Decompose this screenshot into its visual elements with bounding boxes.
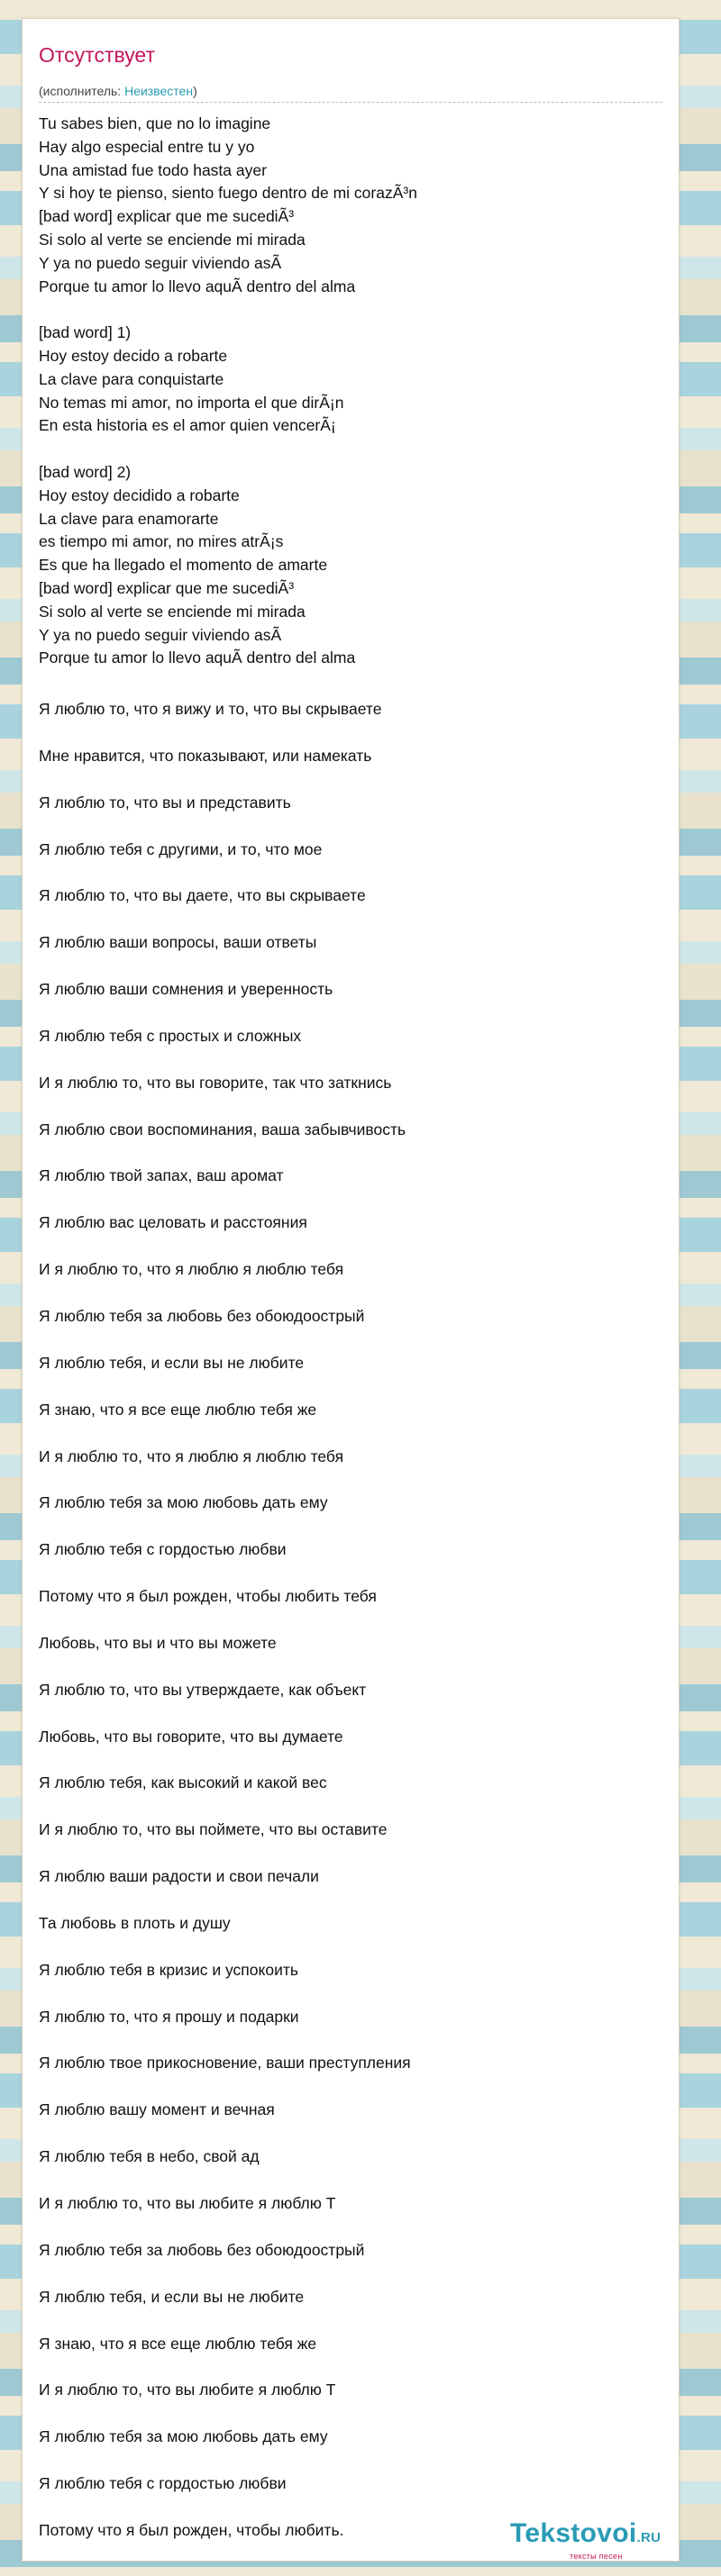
lyric-line: Потому что я был рожден, чтобы любить.: [39, 2520, 344, 2539]
site-logo[interactable]: [510, 2520, 690, 2562]
lyric-line: И я люблю то, что я люблю я люблю тебя: [39, 1260, 344, 1279]
lyric-line: Я люблю тебя, и если вы не любите: [39, 2287, 305, 2306]
lyric-line: Я люблю вас целовать и расстояния: [39, 1213, 307, 1232]
logo-main-text: Tekstovoi: [510, 2518, 637, 2548]
lyrics-card: [22, 18, 680, 2562]
lyric-line: Я люблю тебя с другими, и то, что мое: [39, 839, 323, 858]
lyric-line: Я люблю тебя за мою любовь дать ему: [39, 1493, 328, 1512]
lyric-line: И я люблю то, что вы говорите, так что заткнись: [39, 1073, 392, 1092]
lyrics-russian: [39, 700, 670, 2568]
lyric-line: Я люблю тебя с гордостью любви: [39, 1540, 287, 1559]
lyric-line: Я люблю тебя, и если вы не любите: [39, 1353, 305, 1372]
lyric-line: Я люблю тебя за любовь без обоюдоострый: [39, 2240, 365, 2259]
lyric-line: Я люблю то, что вы даете, что вы скрываете: [39, 886, 366, 905]
lyric-line: Потому что я был рожден, чтобы любить тебя: [39, 1587, 377, 1606]
logo-suffix: .RU: [636, 2530, 662, 2545]
lyric-line: Я люблю свои воспоминания, ваша забывчивость: [39, 1120, 406, 1138]
lyric-line: Любовь, что вы и что вы можете: [39, 1633, 277, 1652]
artist-link[interactable]: Неизвестен: [124, 84, 194, 98]
lyric-line: Я люблю тебя, как высокий и какой вес: [39, 1773, 327, 1792]
artist-suffix: ): [193, 84, 197, 98]
lyric-line: Я люблю то, что вы утверждаете, как объект: [39, 1680, 367, 1699]
lyric-line: И я люблю то, что вы любите я люблю Т: [39, 2194, 336, 2212]
logo-wordmark: [510, 2520, 690, 2552]
lyric-line: И я люблю то, что вы любите я люблю Т: [39, 2381, 336, 2399]
lyric-line: И я люблю то, что вы поймете, что вы оставите: [39, 1820, 388, 1839]
lyric-line: Я знаю, что я все еще люблю тебя же: [39, 1400, 317, 1419]
song-title: Отсутствует: [39, 43, 155, 67]
lyric-line: И я люблю то, что я люблю я люблю тебя: [39, 1447, 344, 1465]
lyric-line: Я люблю тебя за мою любовь дать ему: [39, 2427, 328, 2446]
lyric-line: Я люблю тебя за любовь без обоюдоострый: [39, 1306, 365, 1325]
lyric-line: Мне нравится, что показывают, или намекать: [39, 746, 372, 765]
lyric-line: Я люблю твой запах, ваш аромат: [39, 1166, 284, 1185]
lyric-line: Я люблю то, что вы и представить: [39, 793, 291, 812]
lyric-line: Я люблю тебя в кризис и успокоить: [39, 1960, 298, 1979]
artist-line: [39, 84, 197, 98]
title-divider: [39, 102, 662, 103]
lyric-line: Я люблю то, что я вижу и то, что вы скрываете: [39, 700, 382, 718]
lyrics-spanish: Tu sabes bien, que no lo imagine Hay algo especial entre tu y yo Una amistad fue todo hasta ayer Y si hoy te pienso, siento fuego dentro de mi corazÃ³n [bad word] explicar que me sucediÃ³ Si solo al verte se enciende mi mirada Y ya no puedo seguir viviendo asÃ Porque tu amor lo llevo aquÃ dentro del alma [bad word] 1) Hoy estoy decido a robarte La clave para conquistarte No temas mi amor, no importa el que dirÃ¡n En esta historia es el amor quien vencerÃ¡ [bad word] 2) Hoy estoy decidido a robarte La clave para enamorarte es tiempo mi amor, no mires atrÃ¡s Es que ha llegado el momento de amarte [bad word] explicar que me sucediÃ³ Si solo al verte se enciende mi mirada Y ya no puedo seguir viviendo asÃ Porque tu amor lo llevo aquÃ dentro del alma: [39, 114, 417, 667]
lyric-line: Я люблю твое прикосновение, ваши преступления: [39, 2054, 411, 2073]
lyric-line: Я люблю тебя с гордостью любви: [39, 2474, 287, 2493]
lyric-line: Я люблю тебя в небо, свой ад: [39, 2147, 260, 2166]
lyric-line: Я люблю ваши вопросы, ваши ответы: [39, 933, 317, 952]
lyric-line: Я люблю ваши сомнения и уверенность: [39, 980, 333, 999]
logo-tagline: тексты песен: [570, 2552, 623, 2561]
lyric-line: Я люблю ваши радости и свои печали: [39, 1867, 319, 1886]
lyric-line: Я люблю то, что я прошу и подарки: [39, 2007, 299, 2026]
lyric-line: Любовь, что вы говорите, что вы думаете: [39, 1727, 343, 1746]
lyric-line: Я люблю вашу момент и вечная: [39, 2100, 275, 2119]
lyric-line: Я знаю, что я все еще люблю тебя же: [39, 2334, 317, 2353]
lyric-line: Я люблю тебя с простых и сложных: [39, 1026, 302, 1045]
artist-prefix: (исполнитель:: [39, 84, 125, 98]
lyric-line: Та любовь в плоть и душу: [39, 1913, 231, 1932]
